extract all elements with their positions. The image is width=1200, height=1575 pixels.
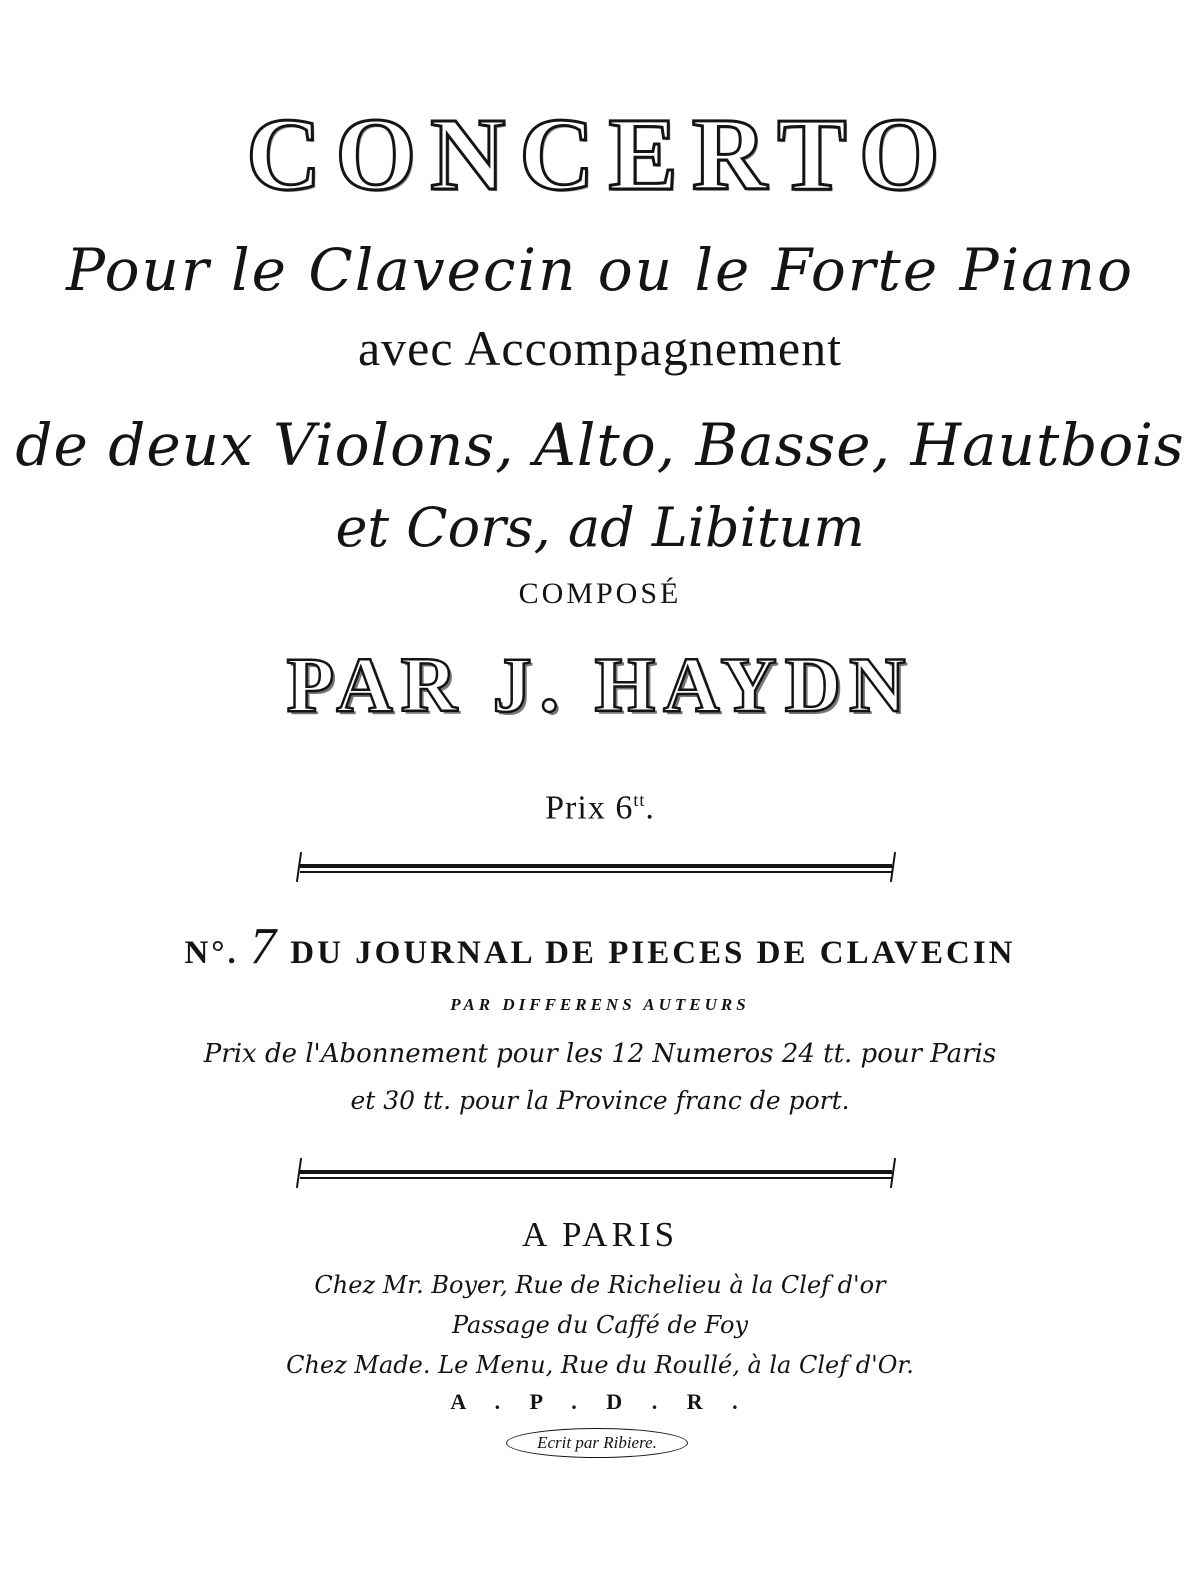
journal-title: DU JOURNAL DE PIECES DE CLAVECIN (290, 935, 1016, 971)
compose-label: COMPOSÉ (518, 577, 682, 610)
publisher-address-2: Passage du Caffé de Foy (451, 1311, 748, 1339)
publisher-address-1: Chez Mr. Boyer, Rue de Richelieu à la Clef d'or (314, 1271, 886, 1299)
journal-heading (0, 918, 1200, 975)
journal-number: 7 (250, 918, 279, 975)
subtitle-line-1: Pour le Clavecin ou le Forte Piano (65, 236, 1135, 304)
journal-number-prefix: N°. (184, 935, 239, 971)
publisher-city: A PARIS (521, 1215, 679, 1254)
divider-rule-bottom (300, 1168, 892, 1182)
publisher-address-3: Chez Made. Le Menu, Rue du Roullé, à la Clef d'Or. (286, 1351, 914, 1379)
privilege-mark: A . P . D . R . (450, 1389, 750, 1414)
price-suffix: . (645, 789, 655, 827)
title: CONCERTO (246, 97, 954, 212)
subscription-line-1: Prix de l'Abonnement pour les 12 Numeros 24 tt. pour Paris (203, 1039, 997, 1069)
divider-rule-top (300, 862, 892, 876)
subtitle-line-4: et Cors, ad Libitum (335, 496, 865, 559)
subtitle-line-3: de deux Violons, Alto, Basse, Hautbois (15, 411, 1185, 479)
subscription-line-2: et 30 tt. pour la Province franc de port. (350, 1086, 850, 1115)
price-unit: tt (633, 790, 646, 810)
engraver-cartouche: Ecrit par Ribiere. (506, 1428, 688, 1458)
subtitle-line-2: avec Accompagnement (357, 320, 843, 376)
price (0, 778, 1200, 830)
composer-name: PAR J. HAYDN (286, 641, 914, 728)
journal-authors: PAR DIFFERENS AUTEURS (450, 995, 750, 1014)
price-label: Prix 6 (545, 789, 634, 827)
